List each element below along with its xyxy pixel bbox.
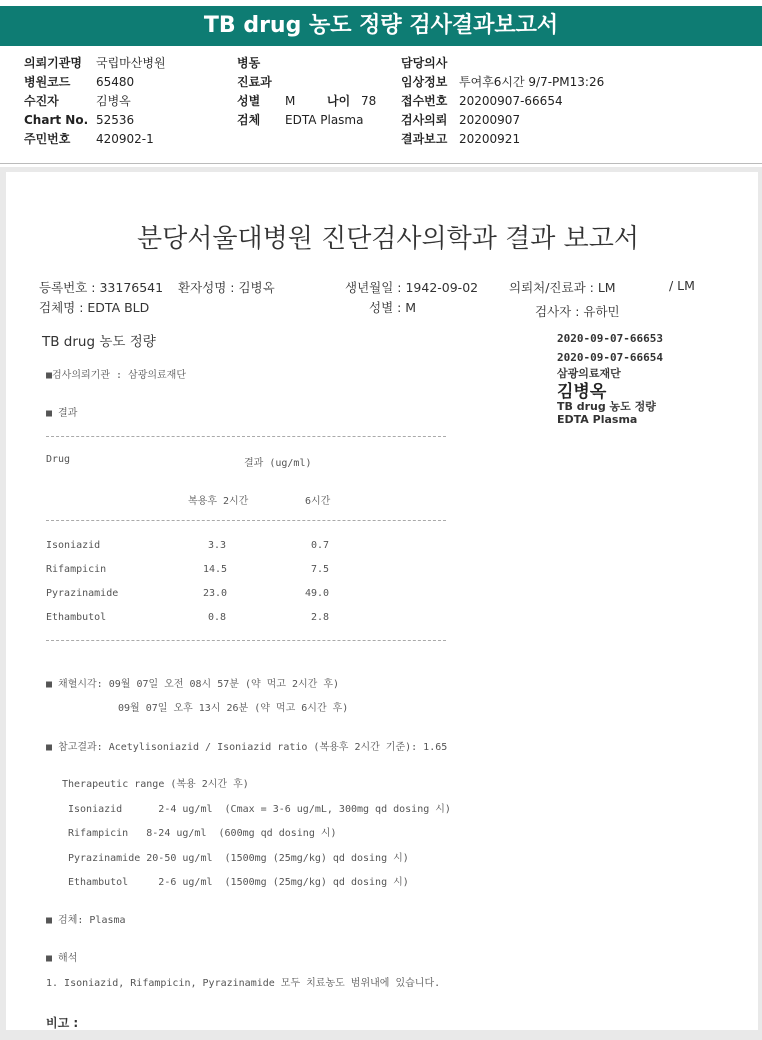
specimen-line: ■ 검체: Plasma bbox=[46, 915, 126, 926]
dept-label: 진료과 bbox=[237, 75, 272, 89]
header-col1 bbox=[24, 54, 166, 149]
therapeutic-range-title: Therapeutic range (복용 2시간 후) bbox=[62, 779, 249, 790]
row-drug: Rifampicin bbox=[46, 564, 107, 575]
row-6h: 0.7 bbox=[311, 540, 330, 551]
sex-value: M bbox=[285, 94, 296, 108]
col-drug: Drug bbox=[46, 454, 71, 465]
therapeutic-range-isoniazid: Isoniazid 2-4 ug/ml (Cmax = 3-6 ug/mL, 300mg qd dosing 시) bbox=[68, 804, 451, 815]
row-6h: 7.5 bbox=[311, 564, 330, 575]
clinical-info-label: 임상정보 bbox=[401, 75, 448, 89]
receipt-no-label: 접수번호 bbox=[401, 94, 448, 108]
ward-label: 병동 bbox=[237, 56, 261, 70]
header-col3 bbox=[401, 54, 604, 149]
age-label: 나이 bbox=[327, 94, 351, 108]
report-title: TB drug 농도 정량 검사결과보고서 bbox=[0, 6, 762, 46]
test-title: TB drug 농도 정량 bbox=[42, 334, 156, 350]
registration-number: 등록번호 : 33176541 bbox=[39, 280, 164, 295]
remarks: 비고 : bbox=[46, 1016, 79, 1030]
clinical-info-value: 투여후6시간 9/7-PM13:26 bbox=[459, 75, 605, 89]
stamp-patient-name: 김병옥 bbox=[557, 382, 607, 402]
report-date-label: 결과보고 bbox=[401, 132, 448, 146]
stamp-number-1: 2020-09-07-66653 bbox=[557, 332, 663, 345]
col-result: 결과 (ug/ml) bbox=[244, 458, 312, 469]
header-divider bbox=[0, 163, 762, 164]
stamp-specimen: EDTA Plasma bbox=[557, 413, 638, 426]
report-date-value: 20200921 bbox=[459, 132, 521, 146]
reference-result: ■ 참고결과: Acetylisoniazid / Isoniazid ratio (복용후 2시간 기준): 1.65 bbox=[46, 742, 448, 753]
hospital-label: 의뢰기관명 bbox=[24, 56, 82, 70]
table-rule-top bbox=[46, 436, 446, 437]
sampling-time-2: 09월 07일 오후 13시 26분 (약 먹고 6시간 후) bbox=[118, 703, 349, 714]
chart-no-value: 52536 bbox=[96, 113, 135, 127]
age-value: 78 bbox=[361, 94, 377, 108]
hospital-value: 국립마산병원 bbox=[96, 56, 166, 70]
hospital-report-title: 분당서울대병원 진단검사의학과 결과 보고서 bbox=[137, 224, 639, 254]
therapeutic-range-rifampicin: Rifampicin 8-24 ug/ml (600mg qd dosing 시) bbox=[68, 828, 337, 839]
row-2h: 23.0 bbox=[203, 588, 228, 599]
row-2h: 14.5 bbox=[203, 564, 228, 575]
resident-no-value: 420902-1 bbox=[96, 132, 154, 146]
patient-value: 김병옥 bbox=[96, 94, 131, 108]
col-2h: 복용후 2시간 bbox=[188, 496, 249, 507]
interpretation-heading: ■ 해석 bbox=[46, 953, 78, 964]
row-drug: Ethambutol bbox=[46, 612, 107, 623]
request-date-label: 검사의뢰 bbox=[401, 113, 448, 127]
requesting-lab: ■검사의뢰기관 : 삼광의료재단 bbox=[46, 370, 187, 381]
patient-name: 환자성명 : 김병옥 bbox=[178, 280, 275, 295]
resident-no-label: 주민번호 bbox=[24, 132, 71, 146]
row-2h: 3.3 bbox=[208, 540, 227, 551]
stamp-number-2: 2020-09-07-66654 bbox=[557, 351, 663, 364]
request-date-value: 20200907 bbox=[459, 113, 521, 127]
receipt-no-value: 20200907-66654 bbox=[459, 94, 563, 108]
sampling-time-1: ■ 채혈시각: 09월 07일 오전 08시 57분 (약 먹고 2시간 후) bbox=[46, 679, 340, 690]
row-drug: Isoniazid bbox=[46, 540, 101, 551]
specimen-name: 검체명 : EDTA BLD bbox=[39, 300, 150, 315]
patient-label: 수진자 bbox=[24, 94, 59, 108]
hospital-code-label: 병원코드 bbox=[24, 75, 71, 89]
chart-no-label: Chart No. bbox=[24, 113, 89, 127]
sex-label: 성별 bbox=[237, 94, 261, 108]
scanned-report bbox=[6, 172, 758, 1030]
report-sex: 성별 : M bbox=[369, 300, 417, 315]
specimen-label: 검체 bbox=[237, 113, 261, 127]
department-secondary: / LM bbox=[669, 278, 695, 293]
row-2h: 0.8 bbox=[208, 612, 227, 623]
header-col2 bbox=[237, 54, 376, 130]
row-drug: Pyrazinamide bbox=[46, 588, 119, 599]
col-6h: 6시간 bbox=[305, 496, 331, 507]
birth-date: 생년월일 : 1942-09-02 bbox=[345, 280, 479, 295]
result-heading: ■ 결과 bbox=[46, 408, 78, 419]
table-rule-mid bbox=[46, 520, 446, 521]
interpretation-line: 1. Isoniazid, Rifampicin, Pyrazinamide 모두 치료농도 범위내에 있습니다. bbox=[46, 978, 441, 989]
hospital-code-value: 65480 bbox=[96, 75, 135, 89]
doctor-label: 담당의사 bbox=[401, 56, 448, 70]
row-6h: 2.8 bbox=[311, 612, 330, 623]
stamp-test: TB drug 농도 정량 bbox=[557, 400, 656, 413]
department: 의뢰처/진료과 : LM bbox=[509, 280, 616, 295]
tester: 검사자 : 유하민 bbox=[535, 304, 620, 319]
therapeutic-range-pyrazinamide: Pyrazinamide 20-50 ug/ml (1500mg (25mg/kg) qd dosing 시) bbox=[68, 853, 409, 864]
stamp-org: 삼광의료재단 bbox=[557, 367, 621, 380]
row-6h: 49.0 bbox=[305, 588, 330, 599]
table-rule-bottom bbox=[46, 640, 446, 641]
specimen-value: EDTA Plasma bbox=[285, 113, 364, 127]
therapeutic-range-ethambutol: Ethambutol 2-6 ug/ml (1500mg (25mg/kg) qd dosing 시) bbox=[68, 877, 409, 888]
